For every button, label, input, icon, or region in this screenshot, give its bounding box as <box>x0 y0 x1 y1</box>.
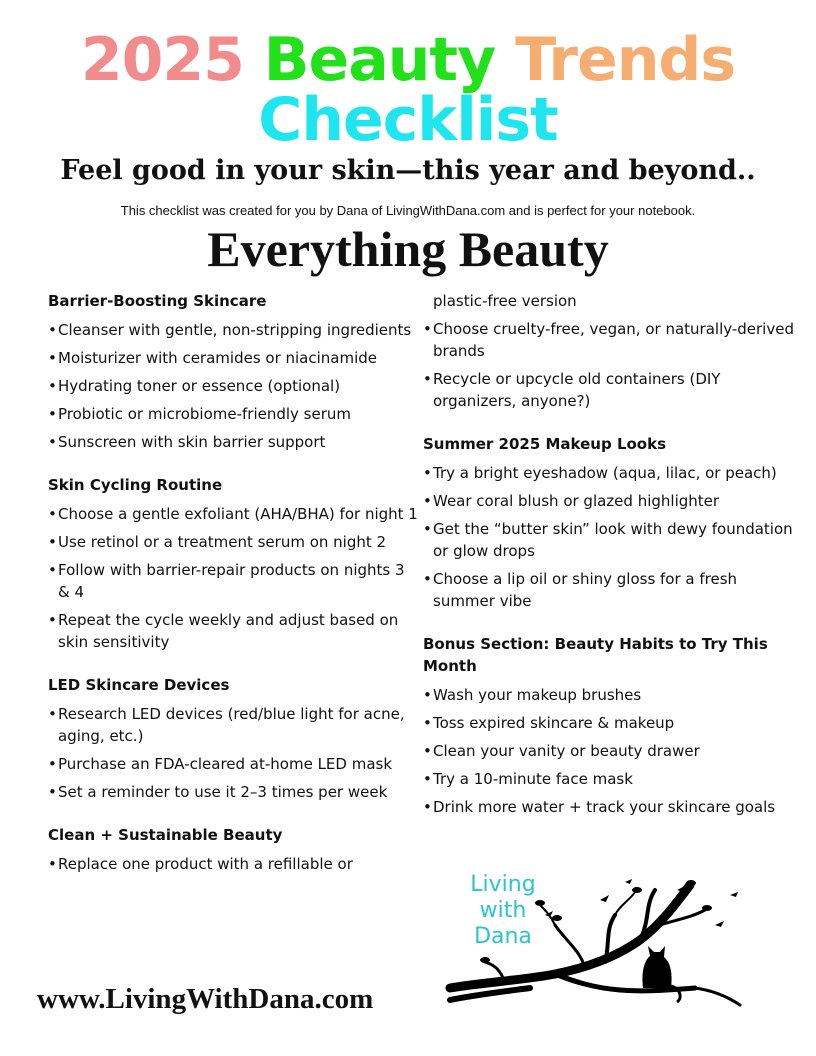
list-item: • Try a 10-minute face mask <box>423 768 798 790</box>
list-item: • Wash your makeup brushes <box>423 684 798 706</box>
page-title-line-1 <box>0 25 816 95</box>
checklist <box>48 703 418 803</box>
list-item: • Choose a gentle exfoliant (AHA/BHA) for night 1 <box>48 503 418 525</box>
checklist-section <box>423 633 798 818</box>
section-title: Skin Cycling Routine <box>48 476 223 494</box>
footer-url: www.LivingWithDana.com <box>37 983 374 1015</box>
list-item: • Hydrating toner or essence (optional) <box>48 375 418 397</box>
list-item: • Moisturizer with ceramides or niacinamide <box>48 347 418 369</box>
list-item: • Choose cruelty-free, vegan, or naturally-derived brands <box>423 318 798 362</box>
list-item: • Repeat the cycle weekly and adjust based on skin sensitivity <box>48 609 418 653</box>
list-item: • Purchase an FDA-cleared at-home LED mask <box>48 753 418 775</box>
tree-branch-cat-birds-icon <box>445 870 745 1020</box>
section-heading: Everything Beauty <box>207 221 609 277</box>
list-item: • Research LED devices (red/blue light for acne, aging, etc.) <box>48 703 418 747</box>
list-item: • Choose a lip oil or shiny gloss for a fresh summer vibe <box>423 568 798 612</box>
checklist <box>423 318 798 412</box>
logo-text-line: with <box>479 898 527 923</box>
list-item-continuation: plastic-free version <box>433 292 577 310</box>
checklist <box>423 684 798 818</box>
list-item: • Use retinol or a treatment serum on night 2 <box>48 531 418 553</box>
section-title: Bonus Section: Beauty Habits to Try This Month <box>423 635 768 675</box>
list-item: • Recycle or upcycle old containers (DIY organizers, anyone?) <box>423 368 798 412</box>
page-title-line-2: Checklist <box>258 85 558 155</box>
list-item: • Try a bright eyeshadow (aqua, lilac, or peach) <box>423 462 798 484</box>
checklist <box>423 462 798 612</box>
checklist-section <box>48 674 418 803</box>
section-title: LED Skincare Devices <box>48 676 230 694</box>
checklist <box>48 503 418 653</box>
list-item: • Wear coral blush or glazed highlighter <box>423 490 798 512</box>
checklist <box>48 319 418 453</box>
continued-list <box>423 290 798 312</box>
checklist-section <box>423 318 798 412</box>
title-word-2025: 2025 <box>80 25 244 95</box>
logo-text-line: Living <box>470 872 536 897</box>
right-column <box>423 290 798 839</box>
list-item: • Get the “butter skin” look with dewy foundation or glow drops <box>423 518 798 562</box>
title-word-beauty: Beauty <box>263 25 496 95</box>
checklist-section <box>48 474 418 653</box>
credit-line: This checklist was created for you by Dana of LivingWithDana.com and is perfect for your notebook. <box>120 203 696 218</box>
list-item: • Probiotic or microbiome-friendly serum <box>48 403 418 425</box>
checklist-section <box>423 433 798 612</box>
list-item: • Set a reminder to use it 2–3 times per week <box>48 781 418 803</box>
list-item: • Drink more water + track your skincare goals <box>423 796 798 818</box>
list-item: • Follow with barrier-repair products on nights 3 & 4 <box>48 559 418 603</box>
checklist-section <box>48 824 418 875</box>
subtitle: Feel good in your skin—this year and beyond.. <box>60 155 756 186</box>
section-title: Barrier-Boosting Skincare <box>48 292 267 310</box>
logo-text-line: Dana <box>474 924 532 949</box>
list-item: • Cleanser with gentle, non-stripping ingredients <box>48 319 418 341</box>
checklist-section <box>48 290 418 453</box>
section-title: Summer 2025 Makeup Looks <box>423 435 667 453</box>
title-word-trends: Trends <box>515 25 736 95</box>
list-item: • Replace one product with a refillable or <box>48 853 418 875</box>
section-title: Clean + Sustainable Beauty <box>48 826 283 844</box>
checklist <box>48 853 418 875</box>
list-item: • Clean your vanity or beauty drawer <box>423 740 798 762</box>
list-item: • Sunscreen with skin barrier support <box>48 431 418 453</box>
list-item: • Toss expired skincare & makeup <box>423 712 798 734</box>
left-column <box>48 290 418 896</box>
